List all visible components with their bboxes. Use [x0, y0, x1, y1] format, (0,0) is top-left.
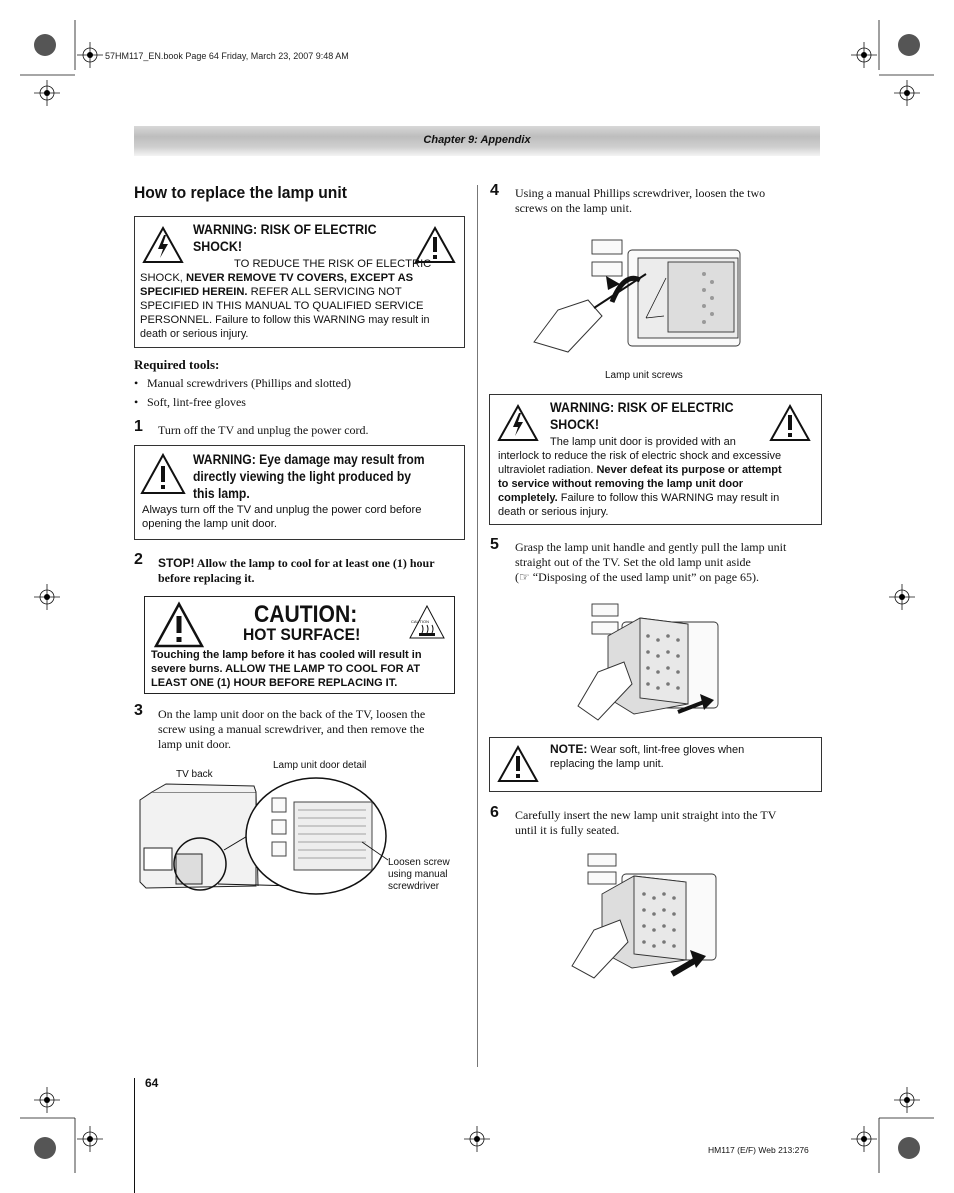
step-text: Carefully insert the new lamp unit straight into the TV	[515, 808, 777, 822]
step-text: screws on the lamp unit.	[515, 201, 632, 215]
step-text: before replacing it.	[158, 571, 255, 585]
stop-label: STOP!	[158, 556, 195, 570]
caution-text-line: Touching the lamp before it has cooled will result in	[151, 649, 422, 661]
warning-text-line: The lamp unit door is provided with an	[550, 436, 736, 448]
warning-text: Failure to follow this WARNING may result in	[212, 314, 430, 326]
step-number: 5	[490, 536, 499, 553]
tool-item: • Manual screwdrivers (Phillips and slotted)	[147, 376, 351, 391]
step-text: straight out of the TV. Set the old lamp unit aside	[515, 555, 751, 569]
exclamation-triangle-icon	[141, 454, 185, 494]
print-line: 57HM117_EN.book Page 64 Friday, March 23, 2007 9:48 AM	[105, 51, 349, 61]
note-label: NOTE:	[550, 742, 588, 756]
exclamation-triangle-icon	[155, 603, 203, 647]
step-text: screw using a manual screwdriver, and then remove the	[158, 722, 425, 736]
warning-text-line: SPECIFIED IN THIS MANUAL TO QUALIFIED SERVICE	[140, 300, 424, 312]
step-text: until it is fully seated.	[515, 823, 620, 837]
warning-text-bold: to service without removing the lamp unit door	[498, 478, 744, 490]
footer-rule	[134, 1078, 135, 1193]
warning-heading: WARNING: RISK OF ELECTRIC	[550, 400, 734, 415]
page-number: 64	[145, 1076, 159, 1090]
caution-subtitle: HOT SURFACE!	[243, 625, 361, 644]
warning-text: ultraviolet radiation.	[498, 464, 597, 476]
caution-label-small: CAUTION	[411, 619, 429, 624]
caution-title: CAUTION:	[254, 601, 358, 628]
fig-label-screws: Lamp unit screws	[605, 370, 683, 381]
warning-heading: directly viewing the light produced by	[193, 469, 412, 484]
step-number: 4	[490, 182, 499, 199]
warning-text-line: Always turn off the TV and unplug the power cord before	[142, 504, 422, 516]
caution-box	[144, 596, 455, 694]
step-number: 3	[134, 702, 143, 719]
lamp-screws-illustration	[528, 222, 748, 367]
step-text: Grasp the lamp unit handle and gently pull the lamp unit	[515, 540, 787, 554]
warning-text: PERSONNEL.	[140, 314, 213, 326]
warning-text: SHOCK,	[140, 272, 187, 284]
warning-heading: WARNING: Eye damage may result from	[193, 452, 425, 467]
step-text: Using a manual Phillips screwdriver, loosen the two	[515, 186, 766, 200]
column-divider	[477, 185, 478, 1067]
warning-text-bold: SPECIFIED HEREIN.	[140, 286, 248, 298]
step-text: (☞ “Disposing of the used lamp unit” on page 65).	[515, 570, 760, 584]
warning-text-line: death or serious injury.	[498, 506, 609, 518]
note-text: Wear soft, lint-free gloves when	[587, 744, 745, 756]
insert-lamp-illustration	[572, 846, 742, 986]
pull-lamp-illustration	[578, 596, 738, 731]
step-text: Allow the lamp to cool for at least one (1) hour	[194, 556, 435, 570]
warning-text-bold: completely.	[498, 492, 558, 504]
warning-text: Failure to follow this WARNING may result in	[557, 492, 780, 504]
warning-box-interlock	[489, 394, 822, 525]
warning-text-line: death or serious injury.	[140, 328, 249, 340]
warning-text-line: opening the lamp unit door.	[142, 518, 277, 530]
warning-text-bold: NEVER REMOVE TV COVERS, EXCEPT AS	[186, 272, 414, 284]
warning-text-line: TO REDUCE THE RISK OF ELECTRIC	[234, 258, 432, 270]
chapter-header	[134, 126, 820, 156]
step-number: 1	[134, 418, 143, 435]
warning-heading: this lamp.	[193, 486, 250, 501]
caution-text-line: severe burns. ALLOW THE LAMP TO COOL FOR AT	[151, 663, 421, 675]
step-number: 2	[134, 551, 143, 568]
fig-label-loosen: screwdriver	[388, 881, 440, 892]
section-title: How to replace the lamp unit	[134, 183, 347, 202]
exclamation-triangle-icon	[498, 746, 538, 782]
tv-back-illustration	[136, 776, 386, 896]
note-box	[489, 737, 822, 792]
fig-label-loosen: Loosen screw	[388, 857, 450, 868]
step-text: lamp unit door.	[158, 737, 231, 751]
step-number: 6	[490, 804, 499, 821]
required-tools-heading: Required tools:	[134, 357, 220, 372]
step-text: Turn off the TV and unplug the power cord.	[158, 423, 369, 437]
caution-text-line: LEAST ONE (1) HOUR BEFORE REPLACING IT.	[151, 677, 398, 689]
footer-code: HM117 (E/F) Web 213:276	[708, 1145, 809, 1155]
warning-text: REFER ALL SERVICING NOT	[247, 286, 402, 298]
chapter-title: Chapter 9: Appendix	[423, 134, 531, 146]
fig-label-door-detail: Lamp unit door detail	[273, 760, 367, 771]
warning-heading: SHOCK!	[550, 417, 599, 432]
note-text: replacing the lamp unit.	[550, 758, 664, 770]
warning-text-line: interlock to reduce the risk of electric shock and excessive	[498, 450, 782, 462]
tool-item: • Soft, lint-free gloves	[147, 395, 246, 410]
step-text: On the lamp unit door on the back of the TV, loosen the	[158, 707, 426, 721]
fig-label-tv-back: TV back	[176, 769, 213, 780]
fig-label-loosen: using manual	[388, 869, 448, 880]
warning-heading: WARNING: RISK OF ELECTRIC SHOCK!	[193, 222, 377, 254]
warning-box-electric	[134, 216, 465, 348]
warning-box-eye	[134, 445, 465, 540]
warning-text-bold: Never defeat its purpose or attempt	[596, 464, 782, 476]
